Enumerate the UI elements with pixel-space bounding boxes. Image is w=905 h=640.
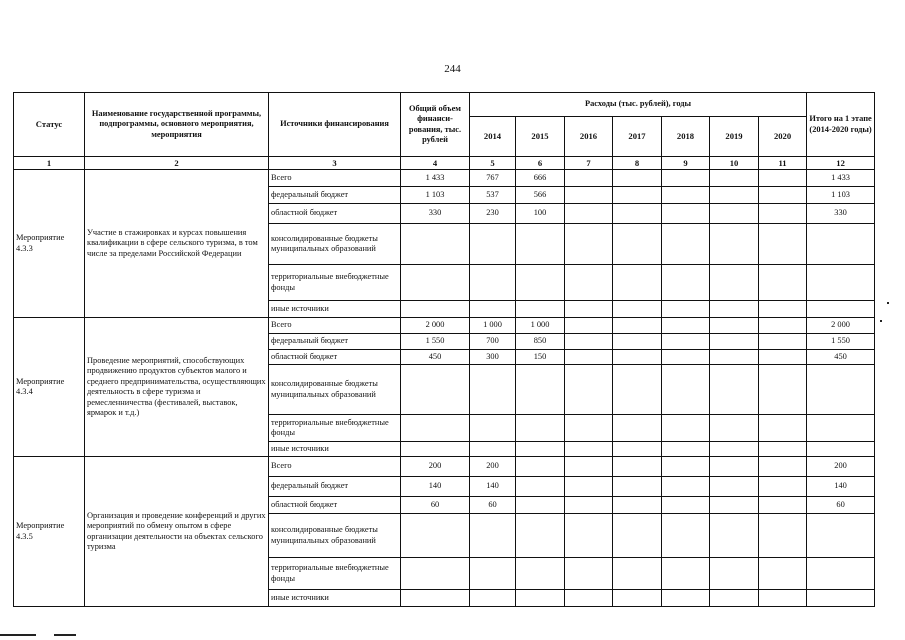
year-2016-cell: [565, 457, 613, 477]
year-2015-cell: [516, 457, 565, 477]
funding-table: [13, 92, 875, 607]
year-2016-cell: [565, 590, 613, 607]
column-number: 4: [401, 157, 470, 170]
funding-source: федеральный бюджет: [269, 334, 401, 350]
funding-source: консолидированные бюджеты муниципальных образований: [269, 365, 401, 415]
year-2015-cell: 666: [516, 170, 565, 187]
funding-source: консолидированные бюджеты муниципальных образований: [269, 514, 401, 558]
year-2014-cell: [470, 590, 516, 607]
year-2016-cell: [565, 265, 613, 301]
year-2015-cell: [516, 477, 565, 497]
year-2018-cell: [662, 224, 710, 265]
total-volume-cell: [401, 415, 470, 442]
header-name: Наименование государственной программы, подпрограммы, основного мероприятия, мероприятия: [85, 93, 269, 157]
year-2016-cell: [565, 514, 613, 558]
year-2014-cell: [470, 442, 516, 457]
funding-source: областной бюджет: [269, 204, 401, 224]
year-2015-cell: [516, 224, 565, 265]
column-number: 10: [710, 157, 759, 170]
stage-total-cell: 330: [807, 204, 875, 224]
year-2017-cell: [613, 204, 662, 224]
scan-artifact-dot: [880, 320, 882, 322]
total-volume-cell: [401, 365, 470, 415]
year-2019-cell: [710, 457, 759, 477]
year-2015-cell: [516, 365, 565, 415]
stage-total-cell: 2 000: [807, 318, 875, 334]
year-2020-cell: [759, 318, 807, 334]
year-2018-cell: [662, 477, 710, 497]
year-2018-cell: [662, 590, 710, 607]
year-2016-cell: [565, 415, 613, 442]
year-2019-cell: [710, 187, 759, 204]
year-2020-cell: [759, 457, 807, 477]
year-2018-cell: [662, 301, 710, 318]
year-2017-cell: [613, 415, 662, 442]
funding-source: иные источники: [269, 590, 401, 607]
year-2017-cell: [613, 224, 662, 265]
year-2020-cell: [759, 301, 807, 318]
year-2014-cell: 1 000: [470, 318, 516, 334]
year-2016-cell: [565, 318, 613, 334]
year-2015-cell: [516, 301, 565, 318]
year-2014-cell: [470, 224, 516, 265]
funding-row: [14, 457, 875, 477]
year-2014-cell: 700: [470, 334, 516, 350]
year-2017-cell: [613, 187, 662, 204]
year-2014-cell: [470, 265, 516, 301]
stage-total-cell: [807, 265, 875, 301]
year-2019-cell: [710, 477, 759, 497]
stage-total-cell: 1 103: [807, 187, 875, 204]
year-2014-cell: [470, 301, 516, 318]
total-volume-cell: [401, 301, 470, 318]
total-volume-cell: 450: [401, 350, 470, 365]
header-total-volume: Общий объем финанси-рования, тыс. рублей: [401, 93, 470, 157]
stage-total-cell: 60: [807, 497, 875, 514]
measure-status: Мероприятие 4.3.3: [14, 170, 85, 318]
stage-total-cell: [807, 442, 875, 457]
year-2016-cell: [565, 350, 613, 365]
total-volume-cell: [401, 224, 470, 265]
year-2016-cell: [565, 170, 613, 187]
column-number: 5: [470, 157, 516, 170]
total-volume-cell: 1 103: [401, 187, 470, 204]
header-year-2016: 2016: [565, 117, 613, 157]
year-2014-cell: 300: [470, 350, 516, 365]
year-2014-cell: 230: [470, 204, 516, 224]
funding-source: территориальные внебюджетные фонды: [269, 558, 401, 590]
year-2017-cell: [613, 318, 662, 334]
year-2020-cell: [759, 590, 807, 607]
year-2020-cell: [759, 265, 807, 301]
year-2016-cell: [565, 497, 613, 514]
year-2016-cell: [565, 204, 613, 224]
year-2019-cell: [710, 301, 759, 318]
year-2016-cell: [565, 301, 613, 318]
funding-source: областной бюджет: [269, 350, 401, 365]
year-2015-cell: [516, 265, 565, 301]
header-status: Статус: [14, 93, 85, 157]
year-2020-cell: [759, 224, 807, 265]
year-2014-cell: [470, 415, 516, 442]
year-2018-cell: [662, 415, 710, 442]
column-number: 3: [269, 157, 401, 170]
measure-name: Проведение мероприятий, способствующих продвижению продуктов субъектов малого и среднего предпринимательства, осуществляющих деятельность в сфере туризма и ремесленничества (фестивалей, выставок, ярмарок и т.д.): [85, 318, 269, 457]
year-2018-cell: [662, 350, 710, 365]
funding-source: иные источники: [269, 442, 401, 457]
year-2019-cell: [710, 224, 759, 265]
scan-artifact-line: [54, 634, 76, 636]
year-2020-cell: [759, 187, 807, 204]
year-2015-cell: 1 000: [516, 318, 565, 334]
funding-source: Всего: [269, 170, 401, 187]
year-2017-cell: [613, 442, 662, 457]
header-stage-total: Итого на 1 этапе (2014-2020 годы): [807, 93, 875, 157]
year-2020-cell: [759, 415, 807, 442]
stage-total-cell: 1 433: [807, 170, 875, 187]
year-2018-cell: [662, 365, 710, 415]
year-2020-cell: [759, 477, 807, 497]
stage-total-cell: 140: [807, 477, 875, 497]
total-volume-cell: [401, 265, 470, 301]
total-volume-cell: 330: [401, 204, 470, 224]
year-2020-cell: [759, 365, 807, 415]
year-2017-cell: [613, 457, 662, 477]
column-number: 9: [662, 157, 710, 170]
year-2015-cell: 150: [516, 350, 565, 365]
stage-total-cell: 200: [807, 457, 875, 477]
funding-row: [14, 170, 875, 187]
scan-artifact-line: [0, 634, 36, 636]
stage-total-cell: [807, 301, 875, 318]
column-number-row: [14, 157, 875, 170]
year-2015-cell: [516, 497, 565, 514]
year-2016-cell: [565, 442, 613, 457]
year-2017-cell: [613, 590, 662, 607]
year-2017-cell: [613, 265, 662, 301]
year-2016-cell: [565, 187, 613, 204]
year-2020-cell: [759, 350, 807, 365]
year-2015-cell: [516, 590, 565, 607]
year-2017-cell: [613, 365, 662, 415]
year-2019-cell: [710, 497, 759, 514]
total-volume-cell: 2 000: [401, 318, 470, 334]
column-number: 2: [85, 157, 269, 170]
year-2017-cell: [613, 334, 662, 350]
year-2019-cell: [710, 334, 759, 350]
year-2017-cell: [613, 170, 662, 187]
header-year-2017: 2017: [613, 117, 662, 157]
year-2018-cell: [662, 442, 710, 457]
year-2020-cell: [759, 514, 807, 558]
funding-source: федеральный бюджет: [269, 477, 401, 497]
year-2018-cell: [662, 318, 710, 334]
year-2014-cell: 200: [470, 457, 516, 477]
year-2014-cell: [470, 514, 516, 558]
column-number: 11: [759, 157, 807, 170]
funding-source: иные источники: [269, 301, 401, 318]
year-2014-cell: 767: [470, 170, 516, 187]
year-2017-cell: [613, 350, 662, 365]
column-number: 8: [613, 157, 662, 170]
total-volume-cell: 1 433: [401, 170, 470, 187]
total-volume-cell: 60: [401, 497, 470, 514]
year-2019-cell: [710, 415, 759, 442]
year-2019-cell: [710, 204, 759, 224]
column-number: 6: [516, 157, 565, 170]
year-2019-cell: [710, 558, 759, 590]
year-2018-cell: [662, 170, 710, 187]
measure-status: Мероприятие 4.3.4: [14, 318, 85, 457]
year-2019-cell: [710, 265, 759, 301]
year-2016-cell: [565, 224, 613, 265]
year-2019-cell: [710, 318, 759, 334]
stage-total-cell: [807, 224, 875, 265]
year-2020-cell: [759, 334, 807, 350]
year-2018-cell: [662, 457, 710, 477]
measure-status: Мероприятие 4.3.5: [14, 457, 85, 607]
year-2017-cell: [613, 558, 662, 590]
total-volume-cell: 140: [401, 477, 470, 497]
year-2019-cell: [710, 350, 759, 365]
total-volume-cell: [401, 514, 470, 558]
header-expenses: Расходы (тыс. рублей), годы: [470, 93, 807, 117]
stage-total-cell: [807, 415, 875, 442]
year-2018-cell: [662, 204, 710, 224]
year-2020-cell: [759, 170, 807, 187]
stage-total-cell: [807, 590, 875, 607]
year-2018-cell: [662, 334, 710, 350]
year-2015-cell: [516, 442, 565, 457]
year-2014-cell: 140: [470, 477, 516, 497]
year-2020-cell: [759, 204, 807, 224]
year-2014-cell: [470, 558, 516, 590]
year-2019-cell: [710, 170, 759, 187]
header-year-2018: 2018: [662, 117, 710, 157]
stage-total-cell: [807, 365, 875, 415]
funding-source: консолидированные бюджеты муниципальных образований: [269, 224, 401, 265]
year-2020-cell: [759, 558, 807, 590]
stage-total-cell: 450: [807, 350, 875, 365]
year-2017-cell: [613, 514, 662, 558]
year-2020-cell: [759, 497, 807, 514]
header-year-2014: 2014: [470, 117, 516, 157]
stage-total-cell: [807, 558, 875, 590]
year-2015-cell: [516, 415, 565, 442]
total-volume-cell: 1 550: [401, 334, 470, 350]
header-year-2019: 2019: [710, 117, 759, 157]
funding-source: территориальные внебюджетные фонды: [269, 415, 401, 442]
year-2016-cell: [565, 365, 613, 415]
header-year-2020: 2020: [759, 117, 807, 157]
year-2018-cell: [662, 514, 710, 558]
year-2018-cell: [662, 265, 710, 301]
measure-name: Участие в стажировках и курсах повышения квалификации в сфере сельского туризма, в том числе за пределами Российской Федерации: [85, 170, 269, 318]
year-2017-cell: [613, 301, 662, 318]
page-number: 244: [444, 63, 461, 75]
column-number: 7: [565, 157, 613, 170]
year-2019-cell: [710, 365, 759, 415]
total-volume-cell: 200: [401, 457, 470, 477]
year-2019-cell: [710, 442, 759, 457]
measure-name: Организация и проведение конференций и других мероприятий по обмену опытом в сфере организации деятельности на объектах сельского туризма: [85, 457, 269, 607]
year-2016-cell: [565, 558, 613, 590]
header-sources: Источники финансирования: [269, 93, 401, 157]
stage-total-cell: [807, 514, 875, 558]
funding-row: [14, 318, 875, 334]
total-volume-cell: [401, 558, 470, 590]
total-volume-cell: [401, 590, 470, 607]
year-2015-cell: 566: [516, 187, 565, 204]
year-2015-cell: [516, 514, 565, 558]
year-2015-cell: 100: [516, 204, 565, 224]
funding-source: территориальные внебюджетные фонды: [269, 265, 401, 301]
year-2014-cell: [470, 365, 516, 415]
year-2020-cell: [759, 442, 807, 457]
year-2018-cell: [662, 187, 710, 204]
year-2018-cell: [662, 497, 710, 514]
header-year-2015: 2015: [516, 117, 565, 157]
funding-source: федеральный бюджет: [269, 187, 401, 204]
total-volume-cell: [401, 442, 470, 457]
column-number: 1: [14, 157, 85, 170]
year-2017-cell: [613, 477, 662, 497]
year-2015-cell: 850: [516, 334, 565, 350]
stage-total-cell: 1 550: [807, 334, 875, 350]
scan-artifact-dot: [887, 302, 889, 304]
year-2019-cell: [710, 514, 759, 558]
funding-source: областной бюджет: [269, 497, 401, 514]
year-2015-cell: [516, 558, 565, 590]
column-number: 12: [807, 157, 875, 170]
funding-source: Всего: [269, 318, 401, 334]
funding-source: Всего: [269, 457, 401, 477]
year-2016-cell: [565, 334, 613, 350]
year-2014-cell: 60: [470, 497, 516, 514]
year-2018-cell: [662, 558, 710, 590]
year-2016-cell: [565, 477, 613, 497]
year-2019-cell: [710, 590, 759, 607]
year-2017-cell: [613, 497, 662, 514]
year-2014-cell: 537: [470, 187, 516, 204]
